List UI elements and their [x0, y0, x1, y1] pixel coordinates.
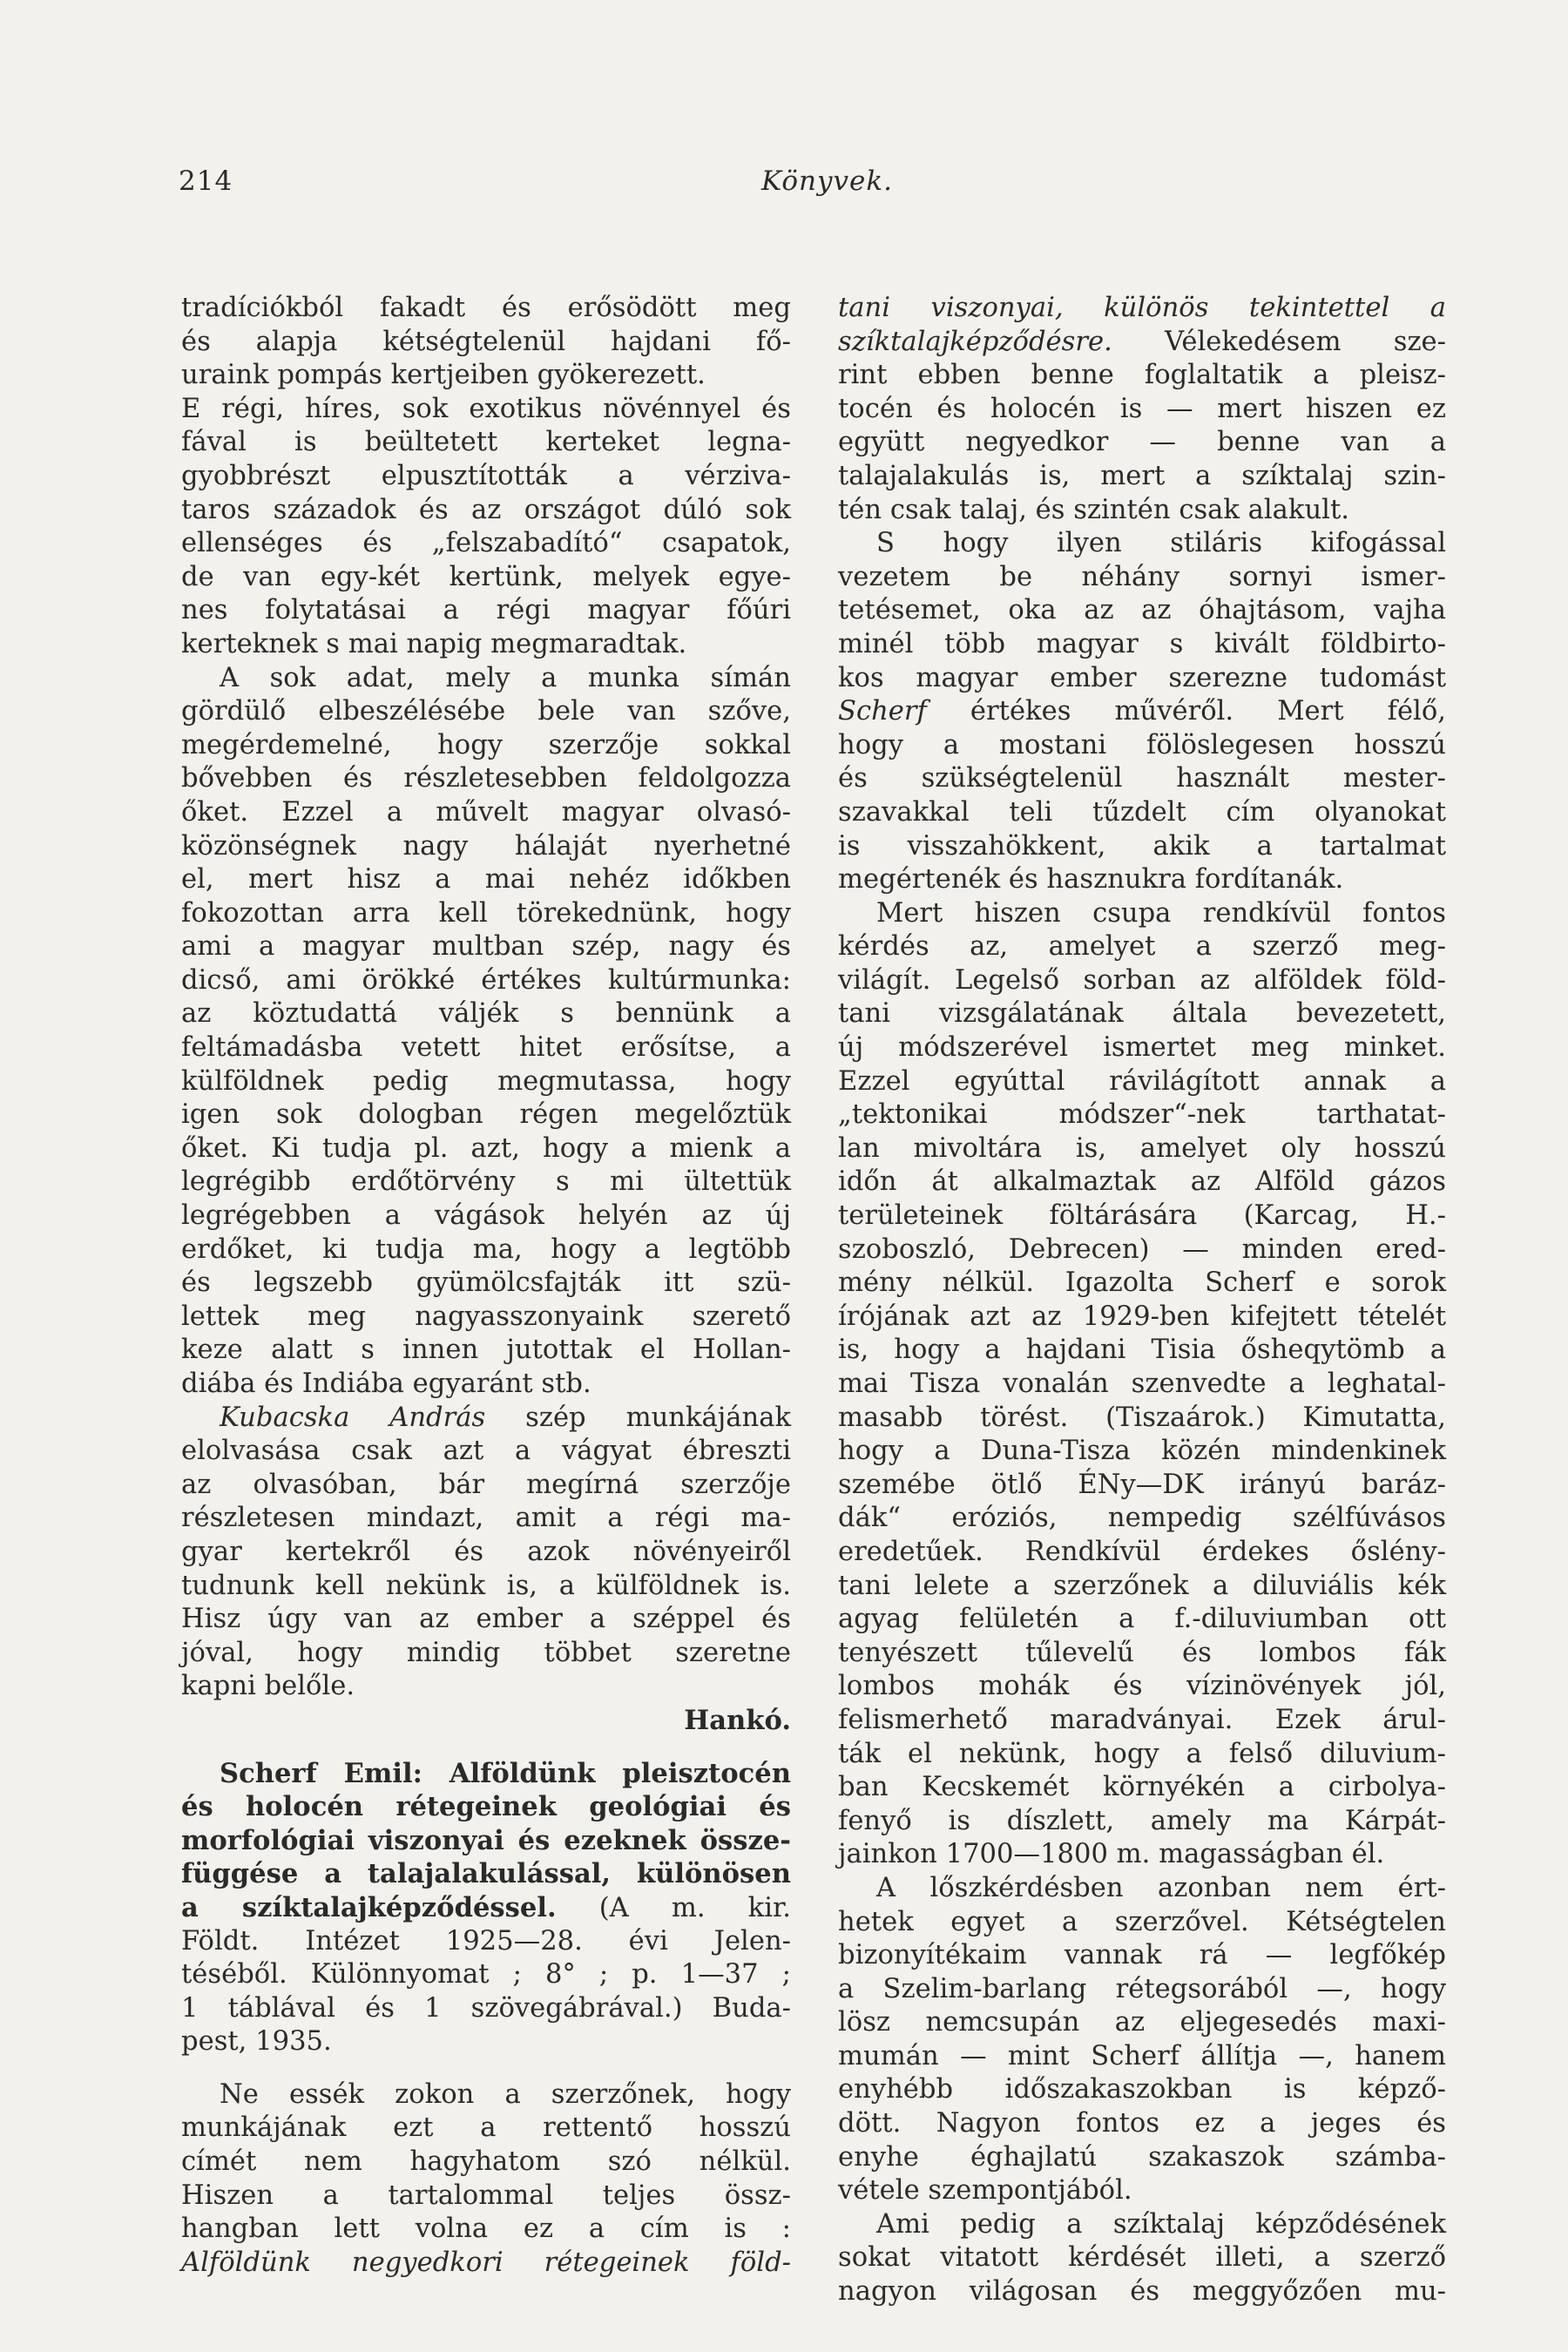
text-line — [838, 1872, 1446, 1906]
line-text: legrégebben a vágások helyén az új — [181, 1200, 791, 1232]
line-text: eredetűek. Rendkívül érdekes őslény- — [838, 1536, 1446, 1567]
text-line — [838, 1334, 1446, 1368]
text-line — [181, 997, 791, 1031]
line-text: Hiszen a tartalommal teljes össz- — [181, 2180, 791, 2211]
text-line — [181, 2025, 791, 2059]
line-text: téséből. Különnyomat ; 8° ; p. 1—37 ; — [181, 1959, 791, 1990]
text-line — [838, 561, 1446, 595]
line-text: agyag felületén a f.-diluviumban ott — [838, 1604, 1446, 1635]
text-line — [181, 1233, 791, 1267]
line-text: lettek meg nagyasszonyaink szerető — [181, 1301, 791, 1332]
text-line — [181, 1031, 791, 1065]
line-text: A lőszkérdésben azonban nem ért- — [876, 1872, 1446, 1903]
line-text: felismerhető maradványai. Ezek árul- — [838, 1704, 1446, 1735]
text-line — [838, 863, 1446, 897]
text-line — [838, 1670, 1446, 1704]
text-line — [181, 494, 791, 528]
text-line — [181, 561, 791, 595]
line-text: tani lelete a szerzőnek a diluviális kék — [838, 1570, 1446, 1601]
line-text: megérdemelné, hogy szerzője sokkal — [181, 729, 791, 760]
text-line — [181, 393, 791, 427]
line-text: területeinek föltárására (Karcag, H.- — [838, 1200, 1446, 1232]
text-line — [181, 1132, 791, 1166]
line-text: szoboszló, Debrecen) — minden ered- — [838, 1233, 1446, 1265]
italic-text: Scherf — [838, 696, 927, 727]
text-line — [838, 1570, 1446, 1604]
line-text: talajalakulás is, mert a szíktalaj szin- — [838, 460, 1446, 491]
line-text: hogy a Duna-Tisza közén mindenkinek — [838, 1436, 1446, 1467]
line-text: jainkon 1700—1800 m. magasságban él. — [838, 1839, 1385, 1870]
paragraph-gap — [181, 2059, 791, 2078]
line-text: tradíciókból fakadt és erősödött meg — [181, 293, 791, 323]
line-text: dött. Nagyon fontos ez a jeges és — [838, 2108, 1446, 2139]
text-line — [181, 1402, 791, 1436]
text-line — [181, 1704, 791, 1738]
line-text: vezetem be néhány sornyi ismer- — [838, 561, 1446, 592]
line-text: rint ebben benne foglaltatik a pleisz- — [838, 360, 1446, 391]
line-text: őket. Ezzel a művelt magyar olvasó- — [181, 796, 791, 828]
text-line — [838, 1402, 1446, 1436]
text-line — [181, 1958, 791, 1992]
line-text: fokozottan arra kell törekednünk, hogy — [181, 897, 791, 929]
text-line — [838, 1065, 1446, 1099]
text-line — [838, 997, 1446, 1031]
line-text: el, mert hisz a mai nehéz időkben — [181, 864, 791, 896]
text-line — [181, 628, 791, 662]
line-text: 1 táblával és 1 szövegábrával.) Buda- — [181, 1992, 791, 2024]
line-text: gyobbrészt elpusztították a vérziva- — [181, 460, 791, 491]
line-text: szép munkájának — [485, 1402, 791, 1433]
text-line — [181, 930, 791, 964]
bold-text: és holocén rétegeinek geológiai és — [181, 1791, 791, 1823]
line-text: minél több magyar s kivált földbirto- — [838, 628, 1446, 659]
text-line — [838, 729, 1446, 763]
text-line — [181, 1166, 791, 1200]
text-line — [181, 1368, 791, 1402]
line-text: és szükségtelenül használt mester- — [838, 763, 1446, 794]
italic-text: Kubacska András — [220, 1402, 486, 1433]
bold-text: függése a talajalakulással, különösen — [181, 1858, 791, 1890]
text-line — [838, 1233, 1446, 1267]
text-line — [838, 1536, 1446, 1570]
line-text: sokat vitatott kérdését illeti, a szerző — [838, 2242, 1446, 2274]
text-line — [181, 2112, 791, 2146]
right-column — [838, 292, 1446, 2309]
line-text: ami a magyar multban szép, nagy és — [181, 931, 791, 963]
text-line — [181, 1670, 791, 1704]
bold-text: morfológiai viszonyai és ezeknek össze- — [181, 1824, 791, 1856]
line-text: címét nem hagyhatom szó nélkül. — [181, 2146, 791, 2178]
text-line — [838, 1031, 1446, 1065]
line-text: az olvasóban, bár megírná szerzője — [181, 1469, 791, 1500]
line-text: világít. Legelső sorban az alföldek föld- — [838, 964, 1446, 996]
text-line — [181, 2180, 791, 2213]
line-text: vétele szempontjából. — [838, 2175, 1132, 2207]
text-line — [838, 1368, 1446, 1402]
line-text: masabb törést. (Tiszaárok.) Kimutatta, — [838, 1402, 1446, 1433]
line-text: Hisz úgy van az ember a széppel és — [181, 1604, 791, 1635]
line-text: értékes művéről. Mert félő, — [926, 696, 1446, 727]
text-line — [838, 527, 1446, 561]
line-text: E régi, híres, sok exotikus növénnyel és — [181, 393, 791, 424]
line-text: közönségnek nagy hálaját nyerhetné — [181, 830, 791, 862]
line-text: bizonyítékaim vannak rá — legfőkép — [838, 1940, 1446, 1971]
line-text: pest, 1935. — [181, 2026, 332, 2058]
line-text: Ezzel egyúttal rávilágított annak a — [838, 1065, 1446, 1097]
line-text: megértenék és hasznukra fordítanák. — [838, 864, 1344, 896]
text-line — [838, 1502, 1446, 1536]
text-line — [181, 1925, 791, 1959]
line-text: de van egy-két kertünk, melyek egye- — [181, 561, 791, 592]
line-text: hetek egyet a szerzővel. Kétségtelen — [838, 1906, 1446, 1937]
line-text: jóval, hogy mindig többet szeretne — [181, 1637, 791, 1668]
text-line — [838, 1267, 1446, 1301]
line-text: mény nélkül. Igazolta Scherf e sorok — [838, 1267, 1446, 1299]
line-text: együtt negyedkor — benne van a — [838, 427, 1446, 458]
line-text: mai Tisza vonalán szenvedte a leghatal- — [838, 1369, 1446, 1399]
text-line — [181, 1570, 791, 1604]
text-line — [181, 1065, 791, 1099]
line-text: Ne essék zokon a szerzőnek, hogy — [220, 2078, 791, 2110]
text-line — [838, 426, 1446, 460]
line-text: bővebben és részletesebben feldolgozza — [181, 763, 791, 794]
text-line — [181, 662, 791, 696]
text-line — [838, 1738, 1446, 1772]
text-line — [838, 1637, 1446, 1671]
text-line — [181, 292, 791, 326]
text-line — [181, 1891, 791, 1925]
line-text: mumán — mint Scherf állítja —, hanem — [838, 2040, 1446, 2072]
line-text: enyhébb időszakaszokban is képző- — [838, 2074, 1446, 2105]
text-line — [838, 695, 1446, 729]
italic-text: szíktalajképződésre. — [838, 326, 1112, 357]
running-head: Könyvek. — [761, 166, 893, 197]
line-text: tenyészett tűlevelű és lombos fák — [838, 1637, 1446, 1668]
text-line — [181, 326, 791, 360]
text-line — [838, 1805, 1446, 1839]
text-line — [181, 1790, 791, 1824]
line-text: tani vizsgálatának általa bevezetett, — [838, 998, 1446, 1030]
text-line — [838, 494, 1446, 528]
line-text: tén csak talaj, és szintén csak alakult. — [838, 494, 1349, 525]
line-text: új módszerével ismertet meg minket. — [838, 1032, 1446, 1064]
line-text: hogy a mostani fölöslegesen hosszú — [838, 729, 1446, 760]
line-text: enyhe éghajlatú szakaszok számba- — [838, 2141, 1446, 2173]
line-text: nes folytatásai a régi magyar főúri — [181, 595, 791, 626]
text-line — [838, 2006, 1446, 2040]
line-text: uraink pompás kertjeiben gyökerezett. — [181, 360, 706, 391]
text-line — [181, 695, 791, 729]
text-line — [181, 527, 791, 561]
text-line — [838, 2073, 1446, 2107]
text-line — [838, 1603, 1446, 1637]
line-text: Földt. Intézet 1925—28. évi Jelen- — [181, 1925, 791, 1957]
text-line — [181, 1267, 791, 1301]
text-line — [838, 2141, 1446, 2175]
text-line — [838, 930, 1446, 964]
text-line — [838, 830, 1446, 864]
text-line — [838, 1200, 1446, 1233]
line-text: az köztudattá váljék s bennünk a — [181, 998, 791, 1030]
text-line — [838, 964, 1446, 998]
bold-text: Hankó. — [684, 1704, 791, 1736]
line-text: szemébe ötlő ÉNy—DK irányú baráz- — [838, 1469, 1446, 1500]
text-line — [181, 897, 791, 931]
page-header — [0, 166, 1568, 209]
bold-text: a szíktalajképződéssel. — [181, 1891, 557, 1923]
text-line — [181, 729, 791, 763]
line-text: ellenséges és „felszabadító“ csapatok, — [181, 528, 791, 559]
text-line — [181, 1536, 791, 1570]
line-text: tudnunk kell nekünk is, a külföldnek is. — [181, 1570, 791, 1601]
line-text: külföldnek pedig megmutassa, hogy — [181, 1065, 791, 1097]
line-text: erdőket, ki tudja ma, hogy a legtöbb — [181, 1233, 791, 1265]
text-line — [181, 1301, 791, 1335]
text-line — [181, 1992, 791, 2026]
line-text: is visszahökkent, akik a tartalmat — [838, 830, 1446, 862]
text-line — [838, 897, 1446, 931]
text-line — [181, 1857, 791, 1891]
text-line — [838, 1771, 1446, 1805]
text-line — [181, 460, 791, 494]
text-line — [838, 460, 1446, 494]
bold-text: Scherf Emil: Alföldünk pleisztocén — [220, 1757, 791, 1789]
text-line — [181, 830, 791, 864]
line-text: gördülő elbeszélésébe bele van szőve, — [181, 696, 791, 727]
text-line — [838, 2107, 1446, 2141]
text-line — [838, 326, 1446, 360]
page-number: 214 — [179, 166, 233, 197]
text-line — [838, 796, 1446, 830]
line-text: kos magyar ember szerezne tudomást — [838, 662, 1446, 693]
text-line — [838, 1435, 1446, 1469]
text-line — [181, 1334, 791, 1368]
text-line — [838, 2174, 1446, 2208]
line-text: tetésemet, oka az az óhajtásom, vajha — [838, 595, 1446, 626]
line-text: és alapja kétségtelenül hajdani fő- — [181, 326, 791, 357]
line-text: taros századok és az országot dúló sok — [181, 494, 791, 525]
line-text: Mert hiszen csupa rendkívül fontos — [876, 897, 1446, 929]
line-text: kérdés az, amelyet a szerző meg- — [838, 931, 1446, 963]
line-text: lösz nemcsupán az eljegesedés maxi- — [838, 2007, 1446, 2038]
line-text: Ami pedig a szíktalaj képződésének — [876, 2208, 1446, 2240]
line-text: szavakkal teli tűzdelt cím olyanokat — [838, 796, 1446, 828]
line-text: és legszebb gyümölcsfajták itt szü- — [181, 1267, 791, 1299]
line-text: lombos mohák és vízinövények jól, — [838, 1671, 1446, 1702]
text-line — [181, 964, 791, 998]
text-line — [838, 1906, 1446, 1940]
line-text: feltámadásba vetett hitet erősítse, a — [181, 1032, 791, 1064]
line-text: A sok adat, mely a munka símán — [220, 662, 791, 693]
text-line — [181, 863, 791, 897]
text-line — [181, 1637, 791, 1671]
text-line — [181, 1502, 791, 1536]
text-line — [838, 1973, 1446, 2007]
text-line — [838, 1098, 1446, 1132]
line-text: ták el nekünk, hogy a felső diluvium- — [838, 1738, 1446, 1769]
line-text: fával is beültetett kerteket legna- — [181, 427, 791, 458]
text-line — [181, 1200, 791, 1233]
line-text: hangban lett volna ez a cím is : — [181, 2213, 791, 2245]
text-line — [181, 2078, 791, 2112]
text-line — [181, 1603, 791, 1637]
text-line — [838, 1469, 1446, 1503]
line-text: írójának azt az 1929-ben kifejtett tételét — [838, 1301, 1446, 1332]
text-line — [181, 2146, 791, 2180]
line-text: időn át alkalmaztak az Alföld gázos — [838, 1166, 1446, 1198]
text-line — [838, 1838, 1446, 1872]
text-line — [838, 2275, 1446, 2309]
line-text: „tektonikai módszer“-nek tarthatat- — [838, 1099, 1446, 1131]
line-text: diába és Indiába egyaránt stb. — [181, 1369, 591, 1399]
text-line — [838, 1166, 1446, 1200]
text-line — [181, 796, 791, 830]
text-line — [838, 1132, 1446, 1166]
text-line — [838, 292, 1446, 326]
text-line — [838, 2040, 1446, 2074]
line-text: nagyon világosan és meggyőzően mu- — [838, 2276, 1446, 2308]
text-line — [838, 393, 1446, 427]
line-text: (A m. kir. — [556, 1892, 791, 1923]
line-text: lan mivoltára is, amelyet oly hosszú — [838, 1132, 1446, 1164]
text-line — [838, 359, 1446, 393]
line-text: kapni belőle. — [181, 1671, 355, 1702]
line-text: is, hogy a hajdani Tisia ősheqytömb a — [838, 1335, 1446, 1366]
line-text: dák“ eróziós, nempedig szélfúvásos — [838, 1503, 1446, 1534]
line-text: gyar kertekről és azok növényeiről — [181, 1536, 791, 1567]
line-text: Vélekedésem sze- — [1112, 326, 1446, 357]
line-text: ban Kecskemét környékén a cirbolya- — [838, 1772, 1446, 1803]
line-text: őket. Ki tudja pl. azt, hogy a mienk a — [181, 1132, 791, 1164]
text-line — [181, 1757, 791, 1791]
text-line — [838, 1939, 1446, 1973]
line-text: tocén és holocén is — mert hiszen ez — [838, 393, 1446, 424]
text-line — [838, 2241, 1446, 2275]
text-line — [181, 426, 791, 460]
text-line — [181, 1098, 791, 1132]
text-line — [181, 2213, 791, 2247]
line-text: elolvasása csak azt a vágyat ébreszti — [181, 1436, 791, 1467]
line-text: kerteknek s mai napig megmaradtak. — [181, 628, 687, 659]
left-column — [181, 292, 791, 2280]
line-text: S hogy ilyen stiláris kifogással — [876, 528, 1446, 559]
text-line — [181, 2247, 791, 2281]
line-text: legrégibb erdőtörvény s mi ültettük — [181, 1166, 791, 1198]
text-line — [181, 594, 791, 628]
text-line — [838, 2208, 1446, 2242]
text-line — [838, 762, 1446, 796]
text-line — [181, 1435, 791, 1469]
text-line — [181, 1469, 791, 1503]
paragraph-gap — [181, 1738, 791, 1757]
line-text: a Szelim-barlang rétegsorából —, hogy — [838, 1973, 1446, 2004]
text-line — [181, 762, 791, 796]
text-line — [838, 1301, 1446, 1335]
line-text: igen sok dologban régen megelőztük — [181, 1099, 791, 1131]
line-text: munkájának ezt a rettentő hosszú — [181, 2112, 791, 2144]
text-line — [838, 662, 1446, 696]
italic-text: Alföldünk negyedkori rétegeinek föld- — [181, 2247, 791, 2278]
text-line — [838, 594, 1446, 628]
text-line — [181, 359, 791, 393]
text-line — [838, 1704, 1446, 1738]
text-line — [181, 1824, 791, 1858]
line-text: keze alatt s innen jutottak el Hollan- — [181, 1335, 791, 1366]
line-text: dicső, ami örökké értékes kultúrmunka: — [181, 964, 791, 996]
line-text: részletesen mindazt, amit a régi ma- — [181, 1503, 791, 1534]
italic-text: tani viszonyai, különös tekintettel a — [838, 293, 1446, 323]
text-line — [838, 628, 1446, 662]
line-text: fenyő is díszlett, amely ma Kárpát- — [838, 1805, 1446, 1836]
